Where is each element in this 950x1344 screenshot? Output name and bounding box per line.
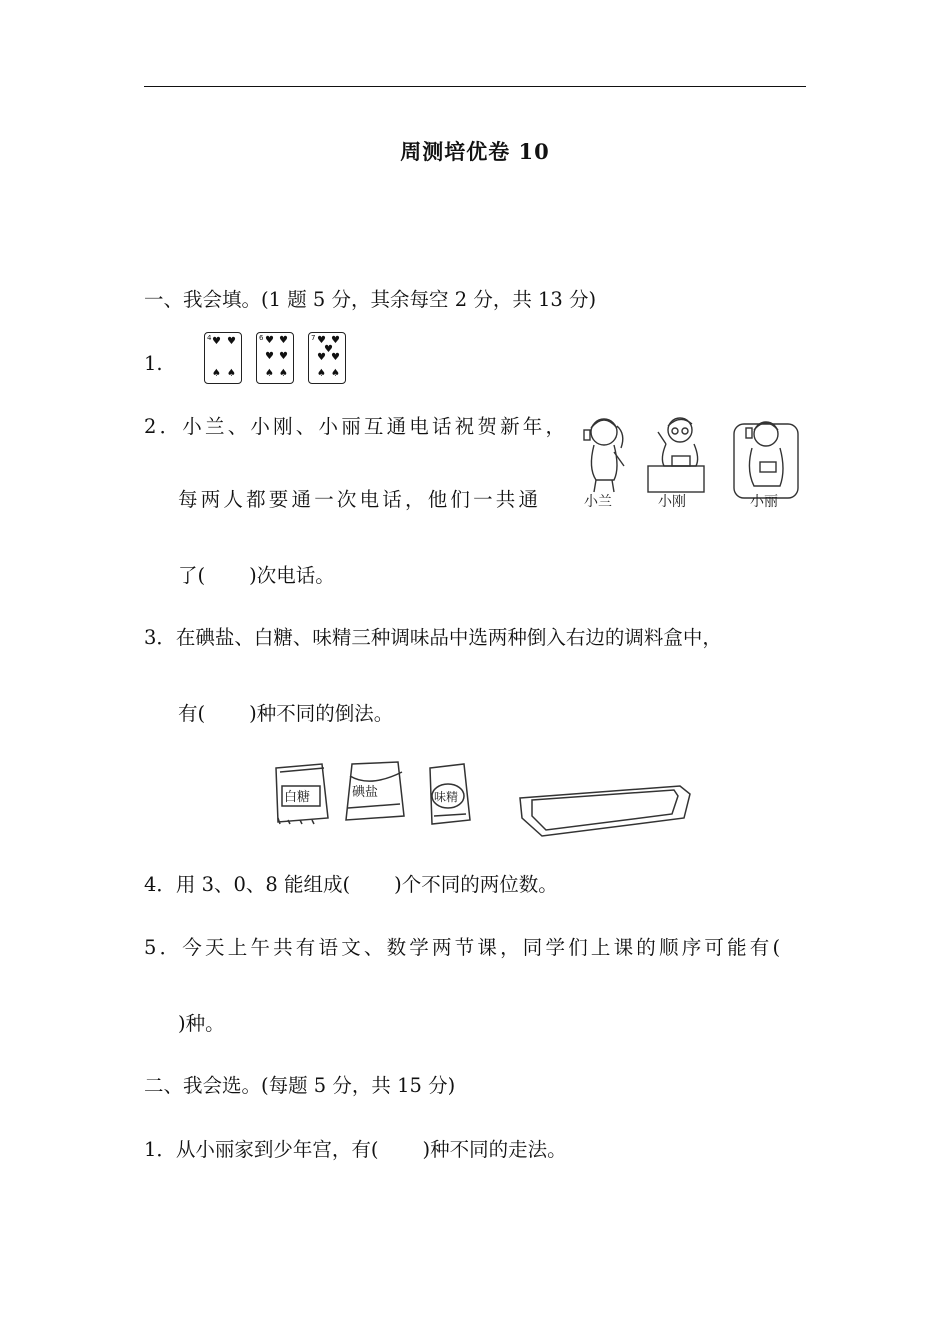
q2-line-3: 了( )次电话。	[178, 564, 335, 587]
q2-line-1: 2．小兰、小刚、小丽互通电话祝贺新年，	[144, 415, 569, 438]
four-of-hearts-icon: 4 ♥ ♥ ♠ ♠	[204, 332, 242, 384]
bag-label-msg: 味精	[434, 790, 459, 804]
seven-of-hearts-icon: 7 ♥ ♥ ♥ ♥ ♥ ♠ ♠	[308, 332, 346, 384]
q3-line-1: 3．在碘盐、白糖、味精三种调味品中选两种倒入右边的调料盒中，	[144, 626, 722, 649]
caption-xiaolan: 小兰	[584, 494, 612, 510]
caption-xiaogang: 小刚	[658, 494, 686, 510]
q4-line: 4．用 3、0、8 能组成( )个不同的两位数。	[144, 873, 558, 896]
bag-label-sugar: 白糖	[284, 790, 311, 805]
q5-line-1: 5．今天上午共有语文、数学两节课，同学们上课的顺序可能有(	[144, 936, 784, 959]
caption-xiaoli: 小丽	[750, 494, 778, 510]
page-title: 周测培优卷 10	[400, 139, 550, 164]
seasoning-bag-icon	[270, 758, 700, 848]
section-2-heading: 二、我会选。(每题 5 分，共 15 分)	[144, 1074, 456, 1097]
q2-line-2: 每两人都要通一次电话，他们一共通	[178, 488, 542, 511]
header-rule	[144, 86, 806, 87]
q3-line-2: 有( )种不同的倒法。	[178, 702, 394, 725]
section-1-heading: 一、我会填。(1 题 5 分，其余每空 2 分，共 13 分)	[144, 288, 597, 311]
children-on-phones-icon	[574, 410, 810, 510]
q1-number: 1.	[144, 352, 163, 375]
six-of-hearts-icon: 6 ♥ ♥ ♥ ♥ ♠ ♠	[256, 332, 294, 384]
bag-label-salt: 碘盐	[352, 785, 379, 800]
q5-line-2: )种。	[178, 1012, 225, 1035]
s2-q1-line: 1．从小丽家到少年宫，有( )种不同的走法。	[144, 1138, 567, 1161]
